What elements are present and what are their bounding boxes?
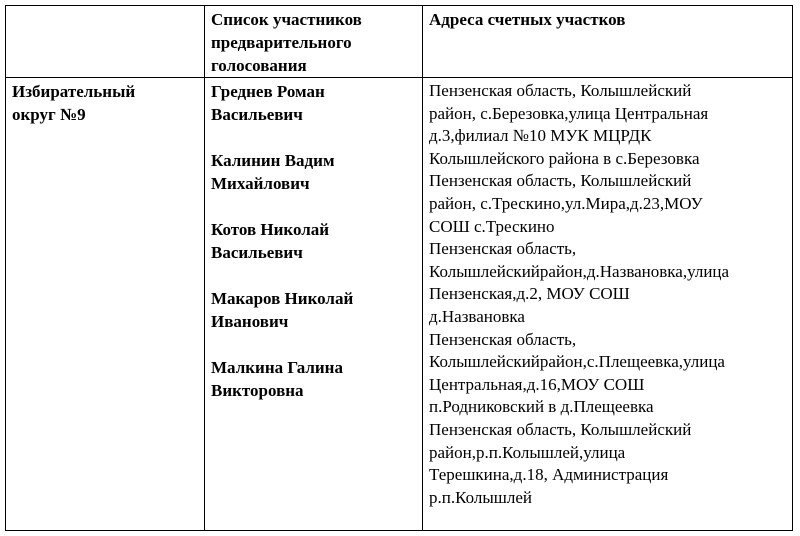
candidate-name-line: Васильевич [211,105,303,124]
district-label-line: Избирательный [12,82,136,101]
candidates-cell [205,78,423,531]
candidate-name-line: Михайлович [211,174,310,193]
address-line: район, с.Березовка,улица Центральная [429,103,709,123]
address-line: Центральная,д.16,МОУ СОШ [429,374,645,394]
candidate-name [211,218,416,264]
address-line: Пензенская область, [429,239,577,259]
address-line: СОШ с.Трескино [429,216,555,236]
address-line: район,р.п.Колышлей,улица [429,442,626,462]
address-line: п.Родниковский в д.Плещеевка [429,397,654,417]
candidate-name-line: Калинин Вадим [211,151,335,170]
district-row [6,78,793,531]
candidate-name [211,287,416,333]
address-line: Терешкина,д.18, Администрация [429,465,669,485]
candidate-name-line: Васильевич [211,243,303,262]
address-line: Пензенская область, [429,329,577,349]
addresses-cell [423,78,793,531]
header-participants-line: голосования [211,56,307,75]
candidate-name-line: Котов Николай [211,220,330,239]
address-line: Колышлейскийрайон,с.Плещеевка,улица [429,352,725,372]
address-line: д.3,филиал №10 МУК МЦРДК [429,126,652,146]
address-line: Колышлейского района в с.Березовка [429,148,700,168]
address-line: Пензенская область, Колышлейский [429,419,692,439]
candidate-name [211,149,416,195]
address-line: район, с.Трескино,ул.Мира,д.23,МОУ [429,193,703,213]
header-addresses-text: Адреса счетных участков [429,10,626,29]
candidate-name-line: Малкина Галина [211,358,343,377]
candidate-name-line: Иванович [211,312,289,331]
header-row [6,6,793,78]
candidate-name [211,356,416,402]
address-line: д.Названовка [429,306,525,326]
address-line: Пензенская,д.2, МОУ СОШ [429,284,630,304]
candidate-name-line: Греднев Роман [211,82,325,101]
address-line: Колышлейскийрайон,д.Названовка,улица [429,261,730,281]
header-participants-line: предварительного [211,33,352,52]
address-line: р.п.Колышлей [429,487,532,507]
address-line: Пензенская область, Колышлейский [429,81,692,100]
candidate-name [211,80,416,126]
header-cell-addresses [423,6,793,78]
header-participants-line: Список участников [211,10,362,29]
election-table [5,5,793,531]
district-cell [6,78,205,531]
candidate-name-line: Макаров Николай [211,289,354,308]
header-cell-empty [6,6,205,78]
district-label-line: округ №9 [12,105,86,124]
address-line: Пензенская область, Колышлейский [429,171,692,191]
header-cell-participants [205,6,423,78]
candidate-name-line: Викторовна [211,381,304,400]
